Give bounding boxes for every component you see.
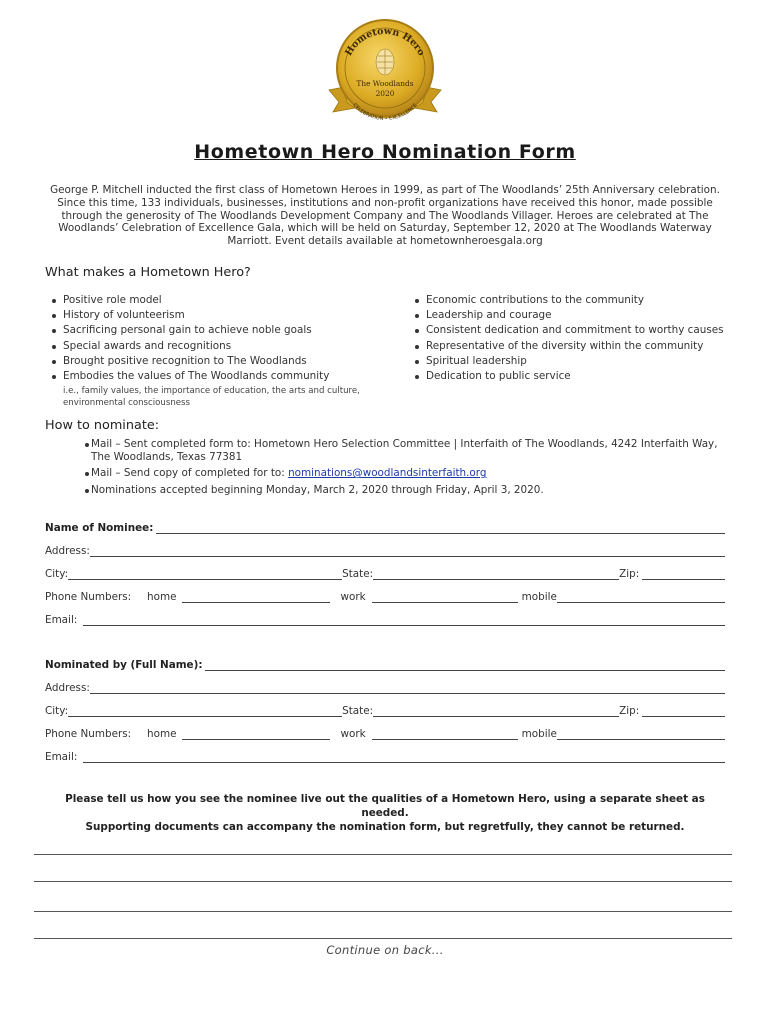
nominator-address-row xyxy=(45,680,725,694)
quality-item: Representative of the diversity within the community xyxy=(409,339,739,354)
nominator-name-field[interactable] xyxy=(205,659,725,671)
nominations-email-link[interactable]: nominations@woodlandsinterfaith.org xyxy=(288,467,487,480)
nominator-home-label: home xyxy=(147,728,177,740)
quality-item: Embodies the values of The Woodlands community xyxy=(46,369,376,384)
quality-item: Economic contributions to the community xyxy=(409,293,739,308)
nominee-city-label: City: xyxy=(45,568,69,580)
quality-item: Leadership and courage xyxy=(409,308,739,323)
method-mail: Mail – Sent completed form to: Hometown Hero Selection Committee | Interfaith of The Woodlands, 4242 Interfaith Way, The Woodlands, Texas 77381 xyxy=(65,438,730,463)
nominee-email-label: Email: xyxy=(45,614,78,626)
nominator-phone-label: Phone Numbers: xyxy=(45,728,132,740)
qualities-list-left xyxy=(46,293,376,384)
nominator-city-row xyxy=(45,703,725,717)
response-line[interactable] xyxy=(34,854,732,855)
nominator-name-label: Nominated by (Full Name): xyxy=(45,659,203,671)
nominator-city-label: City: xyxy=(45,705,69,717)
prompt-line-1: Please tell us how you see the nominee live out the qualities of a Hometown Hero, using a separate sheet as needed. xyxy=(65,793,705,819)
nominator-address-field[interactable] xyxy=(90,682,725,694)
nominee-state-label: State: xyxy=(342,568,374,580)
quality-item: Spiritual leadership xyxy=(409,354,739,369)
quality-item: Brought positive recognition to The Woodlands xyxy=(46,354,376,369)
nominee-work-phone-field[interactable] xyxy=(372,591,518,603)
nominator-zip-field[interactable] xyxy=(642,705,725,717)
form-title: Hometown Hero Nomination Form xyxy=(194,141,576,163)
nominator-work-phone-field[interactable] xyxy=(372,728,518,740)
hometown-hero-seal-logo xyxy=(319,16,451,128)
nominee-city-field[interactable] xyxy=(68,568,342,580)
nominator-phone-row xyxy=(45,726,725,740)
how-to-nominate-heading: How to nominate: xyxy=(45,418,160,433)
nominator-zip-label: Zip: xyxy=(619,705,640,717)
nominee-state-field[interactable] xyxy=(373,568,619,580)
nominee-email-field[interactable] xyxy=(83,614,725,626)
nominator-email-label: Email: xyxy=(45,751,78,763)
nominee-mobile-label: mobile xyxy=(521,591,557,603)
nominee-name-label: Name of Nominee: xyxy=(45,522,154,534)
nominee-address-row xyxy=(45,543,725,557)
nominator-email-field[interactable] xyxy=(83,751,725,763)
nominator-address-label: Address: xyxy=(45,682,90,694)
quality-item: Consistent dedication and commitment to worthy causes xyxy=(409,323,739,338)
intro-paragraph: George P. Mitchell inducted the first class of Hometown Heroes in 1999, as part of The Woodlands’ 25th Anniversary celebration. Since this time, 133 individuals, businesses, institutions and non-profit organizations have received this honor, made possible through the generosity of The Woodlands Development Company and The Woodlands Villager. Heroes are celebrated at The Woodlands’ Celebration of Excellence Gala, which will be held on Saturday, September 12, 2020 at The Woodlands Waterway Marriott. Event details available at hometownheroesgala.org xyxy=(50,184,720,248)
nominee-name-field[interactable] xyxy=(156,522,725,534)
nominator-state-label: State: xyxy=(342,705,374,717)
seal-arc-bottom-text: CELEBRATION • EXCELLENCE xyxy=(351,102,419,123)
nominee-name-row xyxy=(45,520,725,534)
quality-item: History of volunteerism xyxy=(46,308,376,323)
nominee-zip-label: Zip: xyxy=(619,568,640,580)
nominator-name-row xyxy=(45,657,725,671)
response-line[interactable] xyxy=(34,911,732,912)
quality-item: Positive role model xyxy=(46,293,376,308)
quality-item: Sacrificing personal gain to achieve noble goals xyxy=(46,323,376,338)
method-email xyxy=(65,467,730,480)
nominee-address-label: Address: xyxy=(45,545,90,557)
nominator-email-row xyxy=(45,749,725,763)
nominee-phone-label: Phone Numbers: xyxy=(45,591,132,603)
quality-item: Dedication to public service xyxy=(409,369,739,384)
response-line[interactable] xyxy=(34,881,732,882)
continue-on-back-note: Continue on back... xyxy=(326,943,444,957)
seal-center-name: The Woodlands xyxy=(356,79,414,88)
method-dates: Nominations accepted beginning Monday, March 2, 2020 through Friday, April 3, 2020. xyxy=(65,484,730,497)
nominee-work-label: work xyxy=(340,591,366,603)
qualities-list-right xyxy=(409,293,739,384)
nominator-state-field[interactable] xyxy=(373,705,619,717)
qualities-note: i.e., family values, the importance of education, the arts and culture, environmental consciousness xyxy=(63,386,360,408)
seal-arc-top-text: Hometown Hero xyxy=(343,25,427,58)
nominee-home-label: home xyxy=(147,591,177,603)
method-email-prefix: Mail – Send copy of completed for to: xyxy=(91,467,289,480)
nomination-methods-list xyxy=(65,438,730,500)
seal-year: 2020 xyxy=(375,89,395,98)
qualities-prompt xyxy=(45,792,725,834)
nominee-home-phone-field[interactable] xyxy=(182,591,330,603)
nominee-address-field[interactable] xyxy=(90,545,725,557)
nominator-work-label: work xyxy=(340,728,366,740)
what-makes-hero-heading: What makes a Hometown Hero? xyxy=(45,265,251,280)
nominator-home-phone-field[interactable] xyxy=(182,728,330,740)
nominator-mobile-label: mobile xyxy=(521,728,557,740)
nominee-zip-field[interactable] xyxy=(642,568,725,580)
nominator-city-field[interactable] xyxy=(68,705,342,717)
response-line[interactable] xyxy=(34,938,732,939)
nominator-mobile-phone-field[interactable] xyxy=(557,728,725,740)
prompt-line-2: Supporting documents can accompany the nomination form, but regretfully, they cannot be returned. xyxy=(85,821,685,833)
nominee-mobile-phone-field[interactable] xyxy=(557,591,725,603)
quality-item: Special awards and recognitions xyxy=(46,339,376,354)
nominee-city-row xyxy=(45,566,725,580)
nominee-email-row xyxy=(45,612,725,626)
nominee-phone-row xyxy=(45,589,725,603)
